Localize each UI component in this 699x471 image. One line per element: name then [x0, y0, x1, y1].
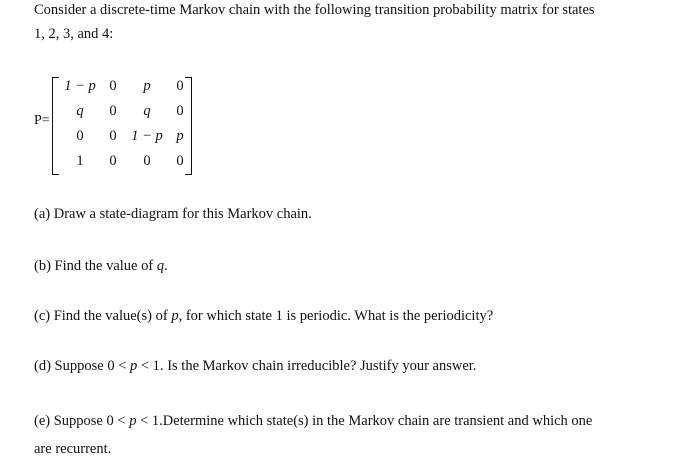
matrix-cell: 0 — [76, 128, 84, 144]
matrix-cell: 0 — [109, 103, 117, 119]
question-a — [34, 205, 312, 223]
question-b-prefix: (b) Find the value of — [34, 258, 157, 274]
question-e-variable: p — [129, 413, 137, 429]
matrix-left-bracket — [52, 77, 59, 175]
question-b — [34, 257, 168, 275]
question-e — [34, 412, 592, 430]
question-c-variable: p — [171, 308, 179, 324]
intro-line-2: 1, 2, 3, and 4: — [34, 26, 114, 42]
question-d-prefix: (d) Suppose — [34, 358, 108, 374]
question-c — [34, 307, 493, 325]
question-e-suffix: Determine which state(s) in the Markov chain are transient and which one — [162, 413, 593, 429]
matrix-cell: 0 — [109, 153, 117, 169]
matrix-cell: 0 — [109, 78, 117, 94]
question-e-line-2: are recurrent. — [34, 441, 112, 457]
matrix-cell: 0 — [143, 153, 151, 169]
question-b-suffix: . — [164, 258, 168, 274]
matrix-cell: 1 — [76, 153, 84, 169]
matrix-label: P= — [34, 113, 50, 128]
question-c-suffix: , for which state 1 is periodic. What is the periodicity? — [178, 308, 494, 324]
matrix-cell: 1 − p — [131, 128, 163, 144]
matrix-cell: 1 − p — [64, 78, 96, 94]
question-e-prefix: (e) Suppose — [34, 413, 107, 429]
matrix-cell: p — [143, 78, 151, 94]
matrix-cell: 0 — [176, 78, 184, 94]
matrix-cell: 0 — [176, 103, 184, 119]
question-b-variable: q — [156, 258, 165, 274]
intro-line-1: Consider a discrete-time Markov chain with the following transition probability matrix for states — [34, 2, 595, 18]
question-e-math-left: 0 < — [106, 413, 130, 429]
question-d-suffix: Is the Markov chain irreducible? Justify your answer. — [163, 358, 477, 374]
question-e-math-right: < 1. — [136, 413, 163, 429]
matrix-cell: 0 — [176, 153, 184, 169]
question-d-variable: p — [130, 358, 138, 374]
matrix-cell: q — [143, 103, 151, 119]
question-d — [34, 357, 476, 375]
question-d-math-right: < 1. — [137, 358, 164, 374]
matrix-cell: 0 — [109, 128, 117, 144]
question-a-text: (a) Draw a state-diagram for this Markov chain. — [34, 206, 312, 222]
question-c-prefix: (c) Find the value(s) of — [34, 308, 172, 324]
matrix-cell: p — [176, 128, 184, 144]
matrix-cell: q — [76, 103, 84, 119]
question-d-math-left: 0 < — [107, 358, 130, 374]
